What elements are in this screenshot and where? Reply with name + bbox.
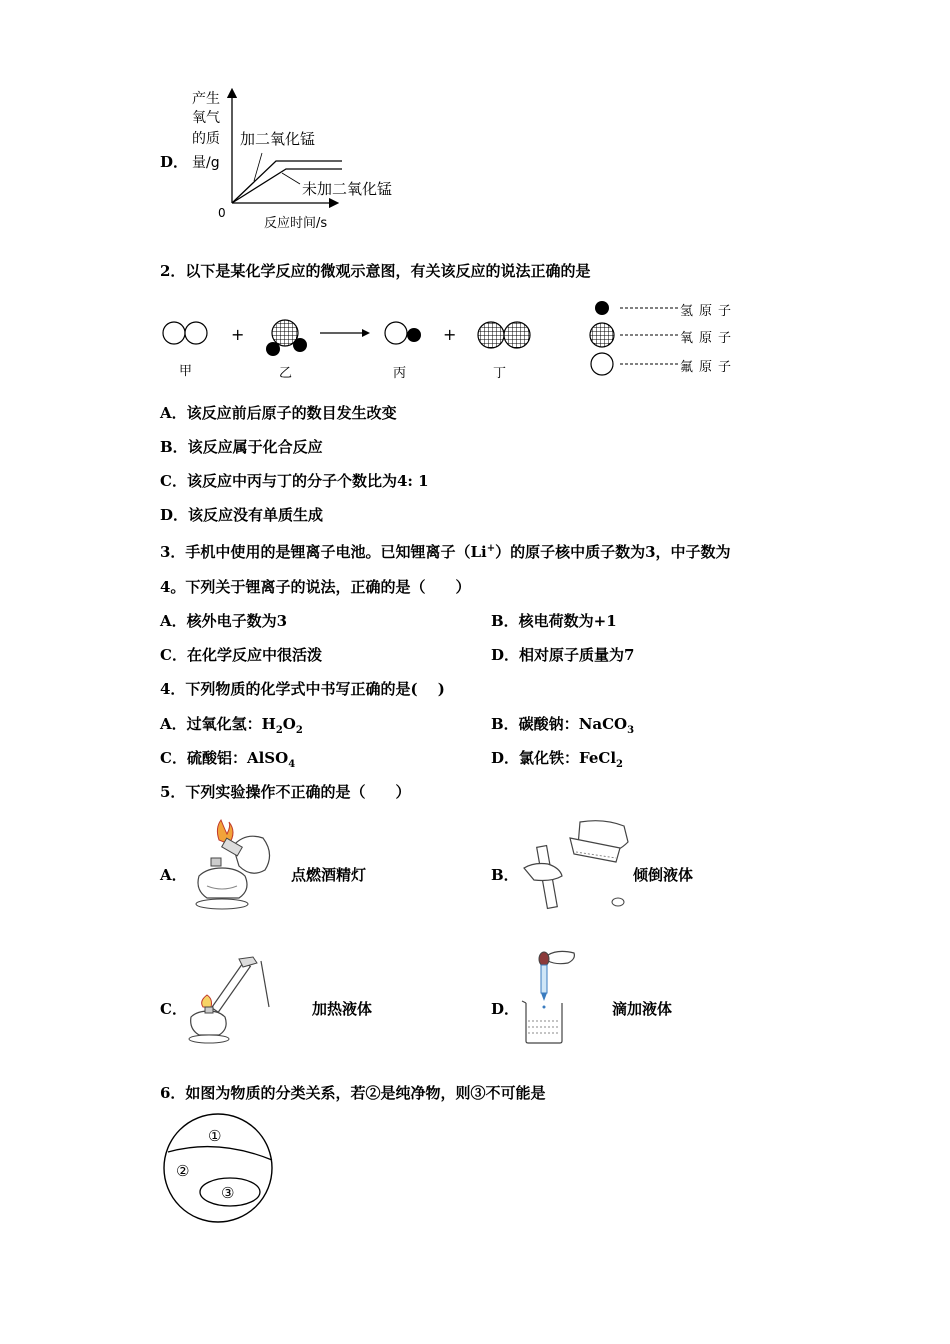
circle-mark-3: ③ xyxy=(221,1184,235,1202)
legend-fluorine-atom xyxy=(591,353,613,375)
q3-stem-part-a: 3．手机中使用的是锂离子电池。已知锂离子（Li xyxy=(160,543,487,561)
q2-option-a[interactable]: A．该反应前后原子的数目发生改变 xyxy=(160,404,397,422)
graph-curve-without-mno2 xyxy=(232,169,342,203)
dropping-liquid-illustration xyxy=(518,945,588,1047)
formula-part: AlSO xyxy=(246,749,289,767)
q5-option-a-letter[interactable]: A． xyxy=(160,866,187,884)
q5-option-c-letter[interactable]: C． xyxy=(160,1000,187,1018)
q3-stem xyxy=(160,540,731,561)
q4-option-b[interactable] xyxy=(491,715,634,740)
legend-fluorine-label: 氟原子 xyxy=(680,360,738,375)
label-jia: 甲 xyxy=(179,364,193,379)
q1-option-d-letter: D． xyxy=(160,153,189,171)
graph-y-label-1: 产生 xyxy=(192,91,220,107)
graph-y-label-2: 氧气 xyxy=(192,110,220,126)
heating-liquid-illustration xyxy=(185,955,275,1045)
q5-option-a-text: 点燃酒精灯 xyxy=(291,866,367,884)
q4-option-c-label: C．硫酸铝： xyxy=(160,749,247,767)
circle-mark-2: ② xyxy=(176,1162,190,1180)
legend-hydrogen-atom xyxy=(595,301,609,315)
q2-stem: 2．以下是某化学反应的微观示意图，有关该反应的说法正确的是 xyxy=(160,262,591,280)
graph-curve-with-mno2 xyxy=(232,161,342,203)
circle-mark-1: ① xyxy=(208,1127,222,1145)
formula-sub: 2 xyxy=(275,725,283,736)
legend-hydrogen-label: 氢原子 xyxy=(680,304,738,319)
q5-option-b-letter[interactable]: B． xyxy=(491,866,519,884)
q5-option-b-text: 倾倒液体 xyxy=(633,866,694,884)
label-bing: 丙 xyxy=(393,366,407,381)
formula-part: H xyxy=(261,715,276,733)
molecule-jia xyxy=(163,322,207,344)
q5-option-d-letter[interactable]: D． xyxy=(491,1000,520,1018)
molecule-ding xyxy=(478,322,530,348)
formula-sub: 3 xyxy=(627,725,635,736)
q3-option-c[interactable]: C．在化学反应中很活泼 xyxy=(160,646,322,664)
graph-curve-with-label: 加二氧化锰 xyxy=(240,130,316,148)
q2-option-d[interactable]: D．该反应没有单质生成 xyxy=(160,506,324,524)
q2-option-b[interactable]: B．该反应属于化合反应 xyxy=(160,438,323,456)
q4-option-d[interactable] xyxy=(491,749,623,774)
q5-option-d-text: 滴加液体 xyxy=(612,1000,673,1018)
q3-stem-line2: 4。下列关于锂离子的说法，正确的是（ ） xyxy=(160,578,471,596)
formula-sub: 4 xyxy=(288,759,296,770)
q3-option-b[interactable]: B．核电荷数为+1 xyxy=(491,612,617,630)
formula-sub: 2 xyxy=(295,725,303,736)
graph-x-label: 反应时间/s xyxy=(264,216,328,231)
q4-option-b-label: B．碳酸钠： xyxy=(491,715,579,733)
formula-part: NaCO xyxy=(578,715,628,733)
q5-option-c-text: 加热液体 xyxy=(312,1000,373,1018)
graph-origin: 0 xyxy=(218,206,226,220)
q4-option-c[interactable] xyxy=(160,749,295,774)
q5-stem: 5．下列实验操作不正确的是（ ） xyxy=(160,783,411,801)
q4-option-d-label: D．氯化铁： xyxy=(491,749,580,767)
graph-y-label-4: 量/g xyxy=(192,155,220,171)
plus-sign-1: + xyxy=(231,325,245,344)
molecule-yi xyxy=(266,320,307,356)
oxygen-mass-graph xyxy=(220,85,360,215)
plus-sign-2: + xyxy=(443,325,457,344)
graph-curve-without-label: 未加二氧化锰 xyxy=(302,180,393,198)
alcohol-lamp-lighting-illustration xyxy=(185,818,277,913)
q4-option-a-label: A．过氧化氢： xyxy=(160,715,262,733)
graph-y-label-3: 的质 xyxy=(192,131,220,147)
formula-part: O xyxy=(282,715,296,733)
q4-option-a[interactable] xyxy=(160,715,303,740)
q3-stem-part-b: ）的原子核中质子数为3，中子数为 xyxy=(495,543,731,561)
formula-part: FeCl xyxy=(579,749,617,767)
molecule-bing xyxy=(385,322,421,344)
q3-stem-sup: + xyxy=(486,543,496,554)
q4-stem: 4．下列物质的化学式中书写正确的是( ) xyxy=(160,680,445,698)
formula-sub: 2 xyxy=(616,759,623,770)
legend-oxygen-atom xyxy=(590,323,614,347)
legend-oxygen-label: 氧原子 xyxy=(680,331,738,346)
q2-option-c[interactable]: C．该反应中丙与丁的分子个数比为4: 1 xyxy=(160,472,429,490)
pouring-liquid-illustration xyxy=(520,818,635,913)
q3-option-d[interactable]: D．相对原子质量为7 xyxy=(491,646,635,664)
label-ding: 丁 xyxy=(493,366,507,381)
label-yi: 乙 xyxy=(279,366,293,381)
q3-option-a[interactable]: A．核外电子数为3 xyxy=(160,612,288,630)
q6-stem: 6．如图为物质的分类关系，若②是纯净物，则③不可能是 xyxy=(160,1084,546,1102)
